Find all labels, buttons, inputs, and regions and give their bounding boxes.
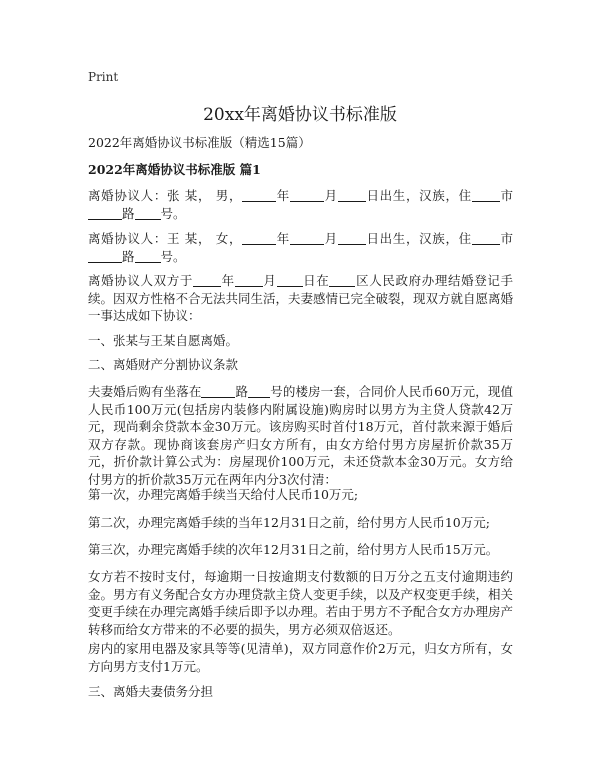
- blank-line: [338, 232, 366, 245]
- party-man-intro: 离婚协议人：张 某， 男，: [88, 188, 243, 203]
- blank-line: [193, 274, 221, 287]
- blank-line: [235, 274, 263, 287]
- blank-line: [472, 189, 500, 202]
- blank-line: [242, 232, 276, 245]
- property-paragraph: 夫妻婚后购有坐落在 路 号的楼房一套，合同价人民币60万元，现值人民币100万元(包括房内装修内附属设施)购房时以男方为主贷人贷款42万元，现尚剩余贷款本金30万元。该房购买时首付18万元，首付款来源于婚后双方存款。现协商该套房产归女方所有，由女方给付男方房屋折价款35万元，折价款计算公式为：房屋现价100万元，未还贷款本金30万元。女方给付男方的折价款35万元在两年内分3次付清：: [88, 384, 513, 487]
- clause-two-heading: 二、离婚财产分割协议条款: [88, 357, 239, 372]
- document-title: 20xx年离婚协议书标准版: [203, 105, 397, 125]
- blank-line: [201, 385, 235, 398]
- clause-three-heading: 三、离婚夫妻债务分担: [88, 684, 214, 699]
- party-woman-paragraph: 离婚协议人：王 某， 女， 年 月 日出生，汉族，住 市路 号。: [88, 231, 513, 264]
- print-label: Print: [88, 70, 119, 84]
- payment-one: 第一次，办理完离婚手续当天给付人民币10万元;: [88, 487, 359, 502]
- blank-line: [88, 207, 122, 220]
- blank-line: [248, 385, 270, 398]
- payment-two: 第二次，办理完离婚手续的当年12月31日之前，给付男方人民币10万元;: [88, 515, 490, 530]
- marriage-registration-paragraph: 离婚协议人双方于 年 月 日在 区人民政府办理结婚登记手续。因双方性格不合无法共同生活，夫妻感情已完全破裂，现双方就自愿离婚一事达成如下协议：: [88, 273, 514, 323]
- party-man-paragraph: 离婚协议人：张 某， 男， 年 月 日出生，汉族，住 市路 号。: [88, 188, 513, 221]
- clause-one: 一、张某与王某自愿离婚。: [88, 333, 239, 348]
- blank-line: [329, 274, 355, 287]
- blank-line: [277, 274, 303, 287]
- blank-line: [338, 189, 366, 202]
- penalty-paragraph: 女方若不按时支付，每逾期一日按逾期支付数额的日万分之五支付逾期违约金。男方有义务配合女方办理贷款主贷人变更手续，以及产权变更手续，相关变更手续在办理完离婚手续后即予以办理。若由于男方不予配合女方办理房产转移而给女方带来的不必要的损失，男方必须双倍返还。: [88, 569, 514, 637]
- blank-line: [135, 250, 161, 263]
- blank-line: [472, 232, 500, 245]
- payment-three: 第三次，办理完离婚手续的次年12月31日之前，给付男方人民币15万元。: [88, 542, 499, 557]
- blank-line: [242, 189, 276, 202]
- blank-line: [290, 189, 324, 202]
- blank-line: [135, 207, 161, 220]
- blank-line: [88, 250, 122, 263]
- document-subtitle: 2022年离婚协议书标准版（精选15篇）: [88, 135, 311, 150]
- section-heading: 2022年离婚协议书标准版 篇1: [88, 162, 261, 177]
- blank-line: [290, 232, 324, 245]
- party-woman-intro: 离婚协议人：王 某， 女，: [88, 231, 243, 246]
- appliances-paragraph: 房内的家用电器及家具等等(见清单)，双方同意作价2万元，归女方所有，女方向男方支付1万元。: [88, 641, 513, 674]
